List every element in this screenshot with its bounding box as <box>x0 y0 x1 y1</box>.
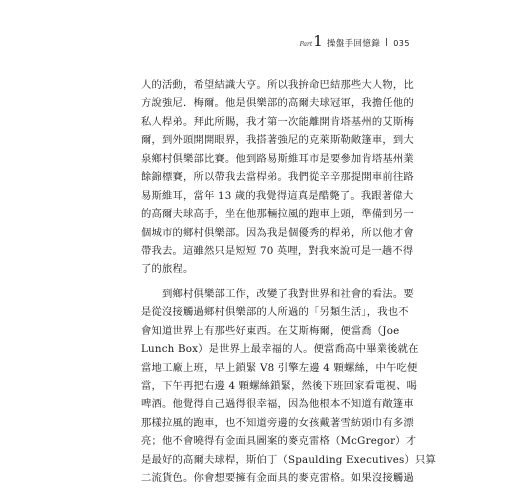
body-text <box>141 76 436 488</box>
text-line: 泉鄉村俱樂部比賽。他到路易斯維耳市是要參加肯塔基州業 <box>141 152 414 165</box>
text-line: 亮；他不會曉得有金面具圖案的麥克雷格（McGregor）才 <box>141 435 417 448</box>
text-line: Lunch Box）是世界上最幸福的人。便當喬高中畢業後就在 <box>141 343 419 356</box>
part-number: 1 <box>313 32 323 50</box>
paragraph <box>141 76 414 279</box>
text-line: 到鄉村俱樂部工作，改變了我對世界和社會的看法。要 <box>141 287 414 300</box>
text-line: 人的活動，希望結識大亨。所以我拚命巴結那些大人物，比 <box>141 79 414 91</box>
paragraph <box>141 285 436 488</box>
text-line: 當地工廠上班，早上鎖緊 V8 引擎左邊 4 顆螺絲，中午吃便 <box>141 361 418 374</box>
text-line: 當，下午再把右邊 4 顆螺絲鎖緊，然後下班回家看電視、喝 <box>141 380 418 392</box>
text-line: 爾，到外頭開開眼界，我搭著強尼的克萊斯勒敞篷車，到大 <box>141 134 414 147</box>
text-line: 易斯維耳，當年 13 歲的我覺得這真是酷斃了。我跟著偉大 <box>141 189 414 202</box>
text-line: 的高爾夫球高手，坐在他那輛拉風的跑車上頭，準備到另一 <box>141 208 414 221</box>
page-number: 035 <box>393 39 410 48</box>
text-line: 帶我去。這雖然只是短短 70 英哩，對我來說可是一趟不得 <box>141 244 414 257</box>
text-line: 了的旅程。 <box>141 263 194 276</box>
text-line: 啤酒。他覺得自己過得很幸福，因為他根本不知道有敞篷車 <box>141 398 414 411</box>
text-line: 是從沒接觸過鄉村俱樂部的人所過的「另類生活」，我也不 <box>141 306 409 319</box>
running-header <box>300 34 410 49</box>
part-label: Part <box>299 41 313 48</box>
text-line: 私人桿弟。拜此所賜，我才第一次能離開肯塔基州的艾斯梅 <box>141 115 414 128</box>
part-title: 操盤手回憶錄 <box>326 39 381 49</box>
text-line: 二流貨色。你會想要擁有金面具的麥克雷格。如果沒接觸過 <box>141 472 414 485</box>
header-divider <box>386 38 387 46</box>
text-line: 餘錦標賽，所以帶我去當桿弟。我們從辛辛那提開車前往路 <box>141 171 414 184</box>
text-line: 方說強尼．梅爾。他是俱樂部的高爾夫球冠軍，我擔任他的 <box>141 97 414 110</box>
text-line: 那樣拉風的跑車，也不知道旁邊的女孩戴著雪紡頭巾有多漂 <box>141 416 414 429</box>
text-line: 個城市的鄉村俱樂部。因為我是個優秀的桿弟，所以他才會 <box>141 226 414 239</box>
text-line: 會知道世界上有那些好東西。在艾斯梅爾，便當喬（Joe <box>141 324 400 337</box>
text-line: 是最好的高爾夫球桿，斯伯丁（Spaulding Executives）只算 <box>141 453 436 466</box>
